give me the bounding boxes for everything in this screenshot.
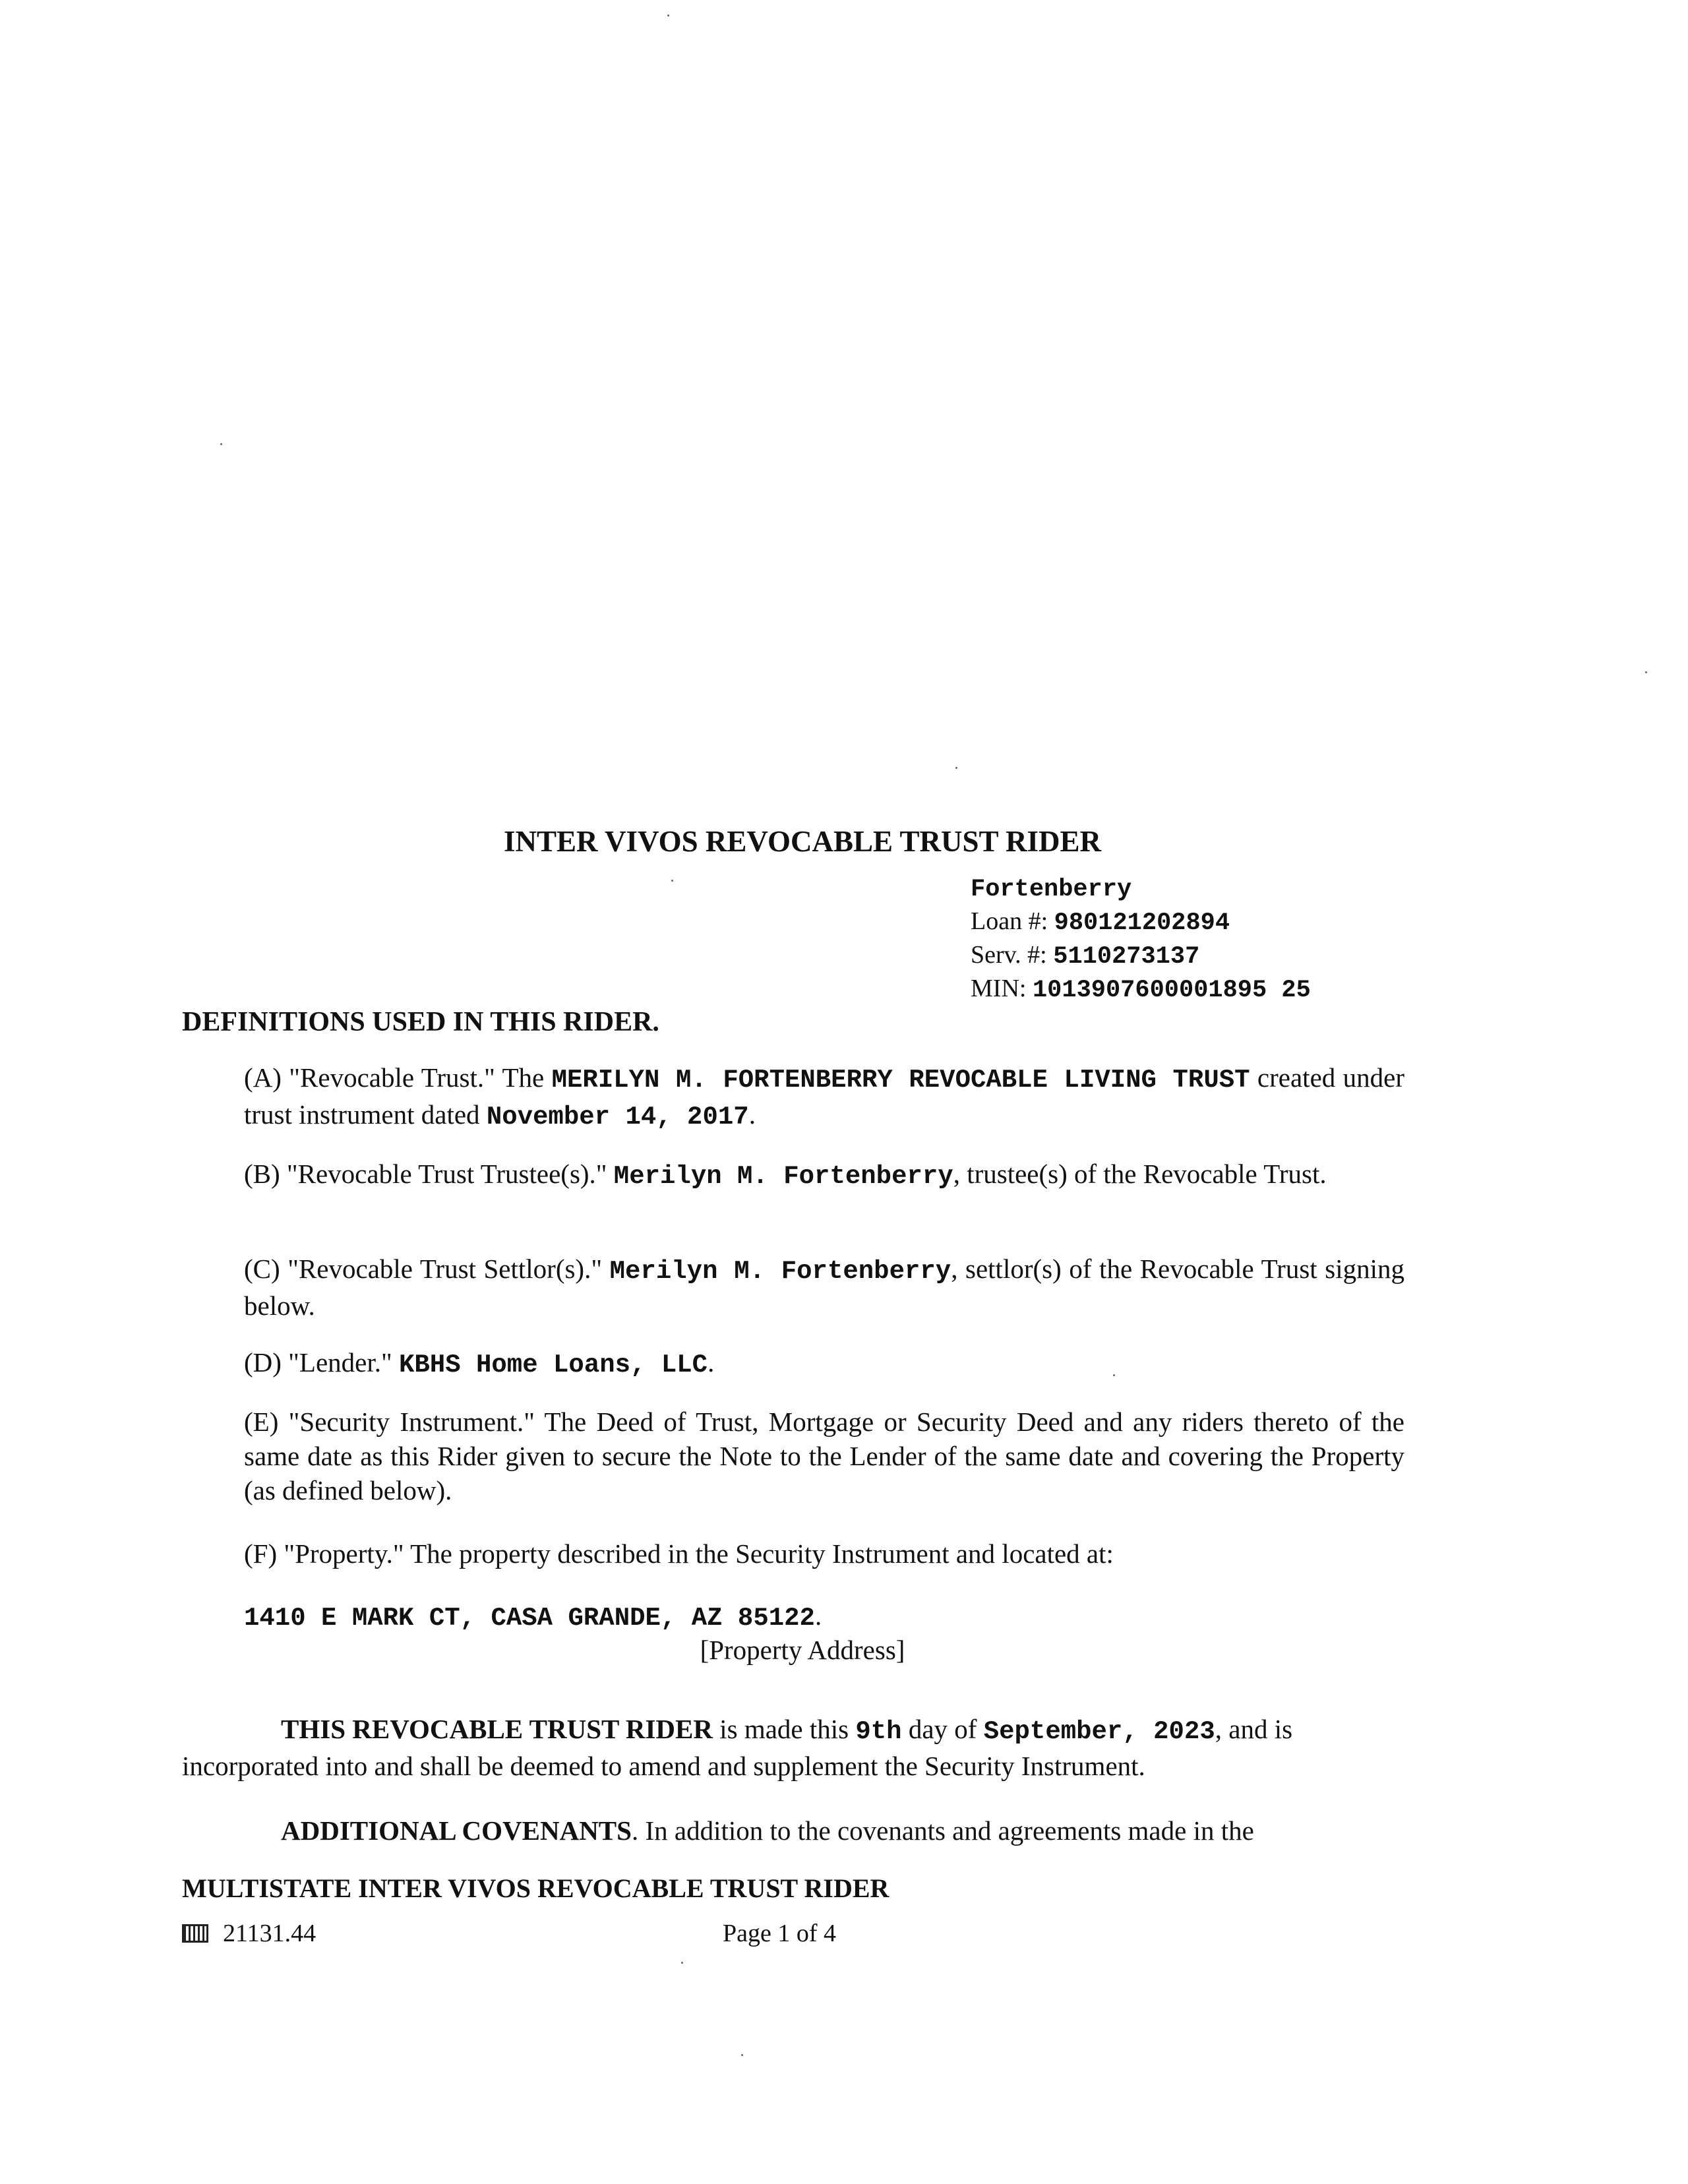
borrower-name: Fortenberry [971,876,1132,903]
definition-e: (E) "Security Instrument." The Deed of Trust, Mortgage or Security Deed and any riders thereto of the same date as this Rider given to secure the Note to the Lender of the same date and covering the Property (as defined below). [244,1407,1404,1505]
trustee-name: Merilyn M. Fortenberry [613,1162,953,1191]
serv-number: 5110273137 [1053,943,1200,971]
definition-b-post: , trustee(s) of the Revocable Trust. [953,1159,1327,1189]
definition-a-post: . [748,1099,756,1130]
definition-a [244,1060,1404,1134]
min-number-label: MIN: [971,975,1033,1002]
definition-a-mid: created under trust instrument dated [244,1062,1405,1130]
covenants-lead: ADDITIONAL COVENANTS [281,1815,632,1846]
made-month-year: September, 2023 [983,1717,1215,1746]
definition-a-pre: (A) "Revocable Trust." The [244,1062,552,1093]
made-clause-pre: is made this [713,1714,856,1744]
made-clause-mid: day of [901,1714,984,1744]
serv-number-label: Serv. #: [971,941,1054,969]
additional-covenants [182,1813,1404,1848]
trust-name: MERILYN M. FORTENBERRY REVOCABLE LIVING TRUST [551,1066,1250,1095]
definition-c-post: , settlor(s) of the Revocable Trust signing below. [244,1254,1404,1321]
footer-title: MULTISTATE INTER VIVOS REVOCABLE TRUST RIDER [182,1873,889,1903]
definition-c [244,1252,1404,1323]
made-clause-lead: THIS REVOCABLE TRUST RIDER [281,1714,713,1744]
settlor-name: Merilyn M. Fortenberry [609,1257,951,1286]
footer-info [182,1916,881,1951]
definition-f: (F) "Property." The property described in the Security Instrument and located at: [244,1538,1114,1569]
definition-b [244,1157,1404,1194]
serv-number-line [971,939,1311,973]
min-number-line [971,973,1311,1006]
definitions-heading: DEFINITIONS USED IN THIS RIDER. [182,1007,659,1037]
definition-d-pre: (D) "Lender." [244,1347,399,1378]
loan-number: 980121202894 [1054,909,1230,937]
definition-c-pre: (C) "Revocable Trust Settlor(s)." [244,1254,610,1284]
document-title: INTER VIVOS REVOCABLE TRUST RIDER [504,825,1101,858]
made-clause-post: , and is incorporated into and shall be deemed to amend and supplement the Security Instrument. [182,1714,1293,1781]
lender-name: KBHS Home Loans, LLC [398,1350,708,1380]
property-address-value: 1410 E MARK CT, CASA GRANDE, AZ 85122 [244,1604,815,1633]
definition-b-pre: (B) "Revocable Trust Trustee(s)." [244,1159,614,1189]
page-number: Page 1 of 4 [723,1920,837,1947]
form-number: 21131.44 [223,1920,316,1947]
trust-date: November 14, 2017 [486,1103,749,1132]
definition-d-post: . [708,1347,715,1378]
made-clause [182,1712,1404,1783]
property-address-punct: . [814,1600,822,1631]
min-number: 1013907600001895 25 [1032,977,1311,1004]
form-logo-icon [182,1924,208,1943]
loan-number-line [971,905,1311,939]
definition-d [244,1345,1404,1382]
loan-identifiers [971,874,1311,1006]
covenants-text: . In addition to the covenants and agreements made in the [631,1815,1254,1846]
property-address-label: [Property Address] [700,1635,905,1665]
loan-number-label: Loan #: [971,907,1054,935]
made-day: 9th [855,1717,902,1746]
property-address [244,1598,822,1635]
